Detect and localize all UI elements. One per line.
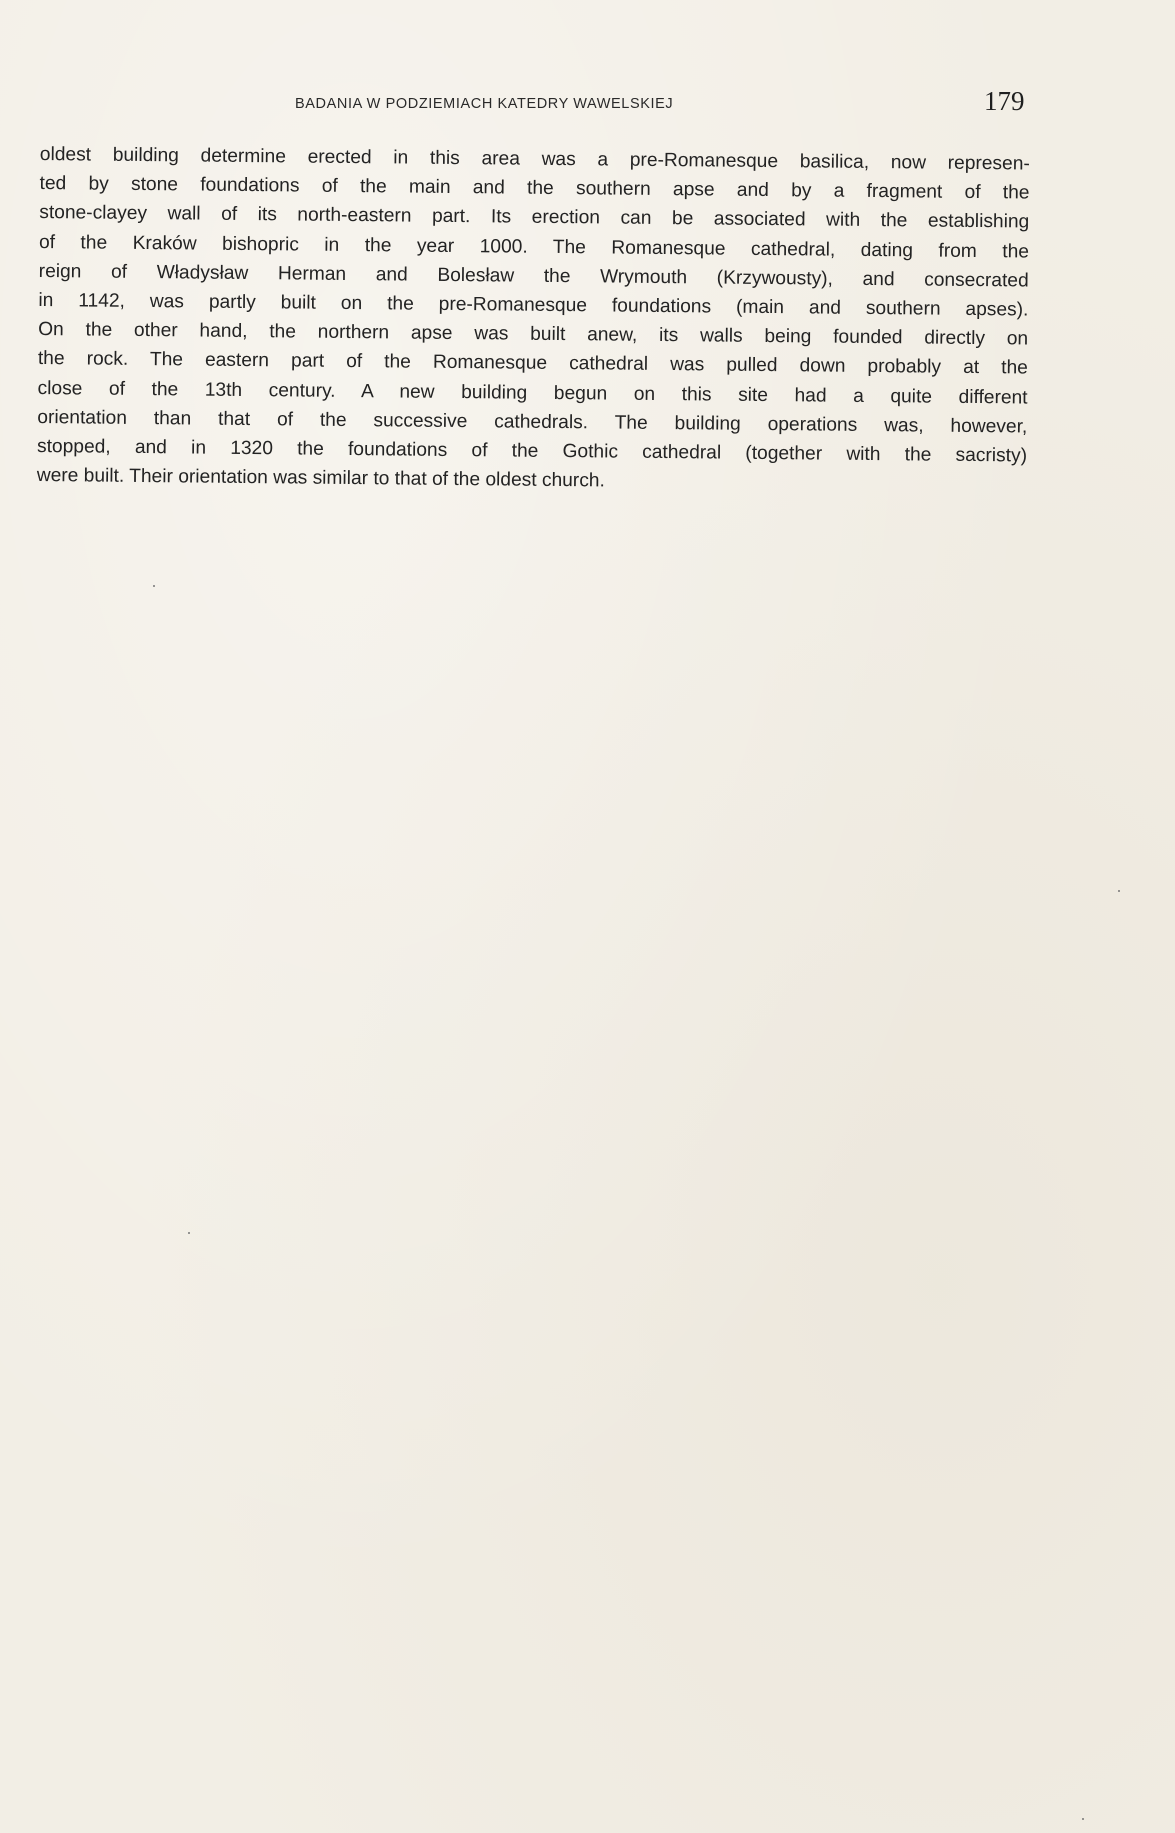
text-line: reign of Władysław Herman and Bolesław the Wrymouth (Krzywousty), and consecrated (38, 260, 1029, 292)
text-line: of the Kraków bishopric in the year 1000. The Romanesque cathedral, dating from the (38, 231, 1030, 263)
running-title: BADANIA W PODZIEMIACH KATEDRY WAWELSKIEJ (295, 96, 674, 112)
text-line: were built. Their orientation was similar to that of the oldest church. (36, 465, 605, 492)
text-line: close of the 13th century. A new building begun on this site had a quite different (37, 377, 1028, 408)
paper-speck (1082, 1818, 1084, 1820)
text-line: orientation than that of the successive cathedrals. The building operations was, however, (37, 406, 1028, 438)
text-line: stopped, and in 1320 the foundations of the Gothic cathedral (together with the sacristy) (36, 435, 1028, 467)
text-line: On the other hand, the northern apse was built anew, its walls being founded directly on (38, 319, 1029, 350)
text-line: stone-clayey wall of its north-eastern part. Its erection can be associated with the establishing (39, 202, 1030, 233)
body-paragraph (37, 140, 1030, 500)
text-line: ted by stone foundations of the main and the southern apse and by a fragment of the (39, 173, 1030, 204)
paper-speck (1118, 890, 1120, 892)
text-line: in 1142, was partly built on the pre-Romanesque foundations (main and southern apses). (38, 289, 1029, 321)
paper-speck (153, 585, 155, 587)
running-header (40, 86, 1140, 132)
text-line: oldest building determine erected in this area was a pre-Romanesque basilica, now represen- (39, 143, 1030, 175)
paper-speck (188, 1232, 190, 1234)
page-number: 179 (984, 86, 1025, 116)
text-line: the rock. The eastern part of the Romanesque cathedral was pulled down probably at the (37, 348, 1028, 379)
